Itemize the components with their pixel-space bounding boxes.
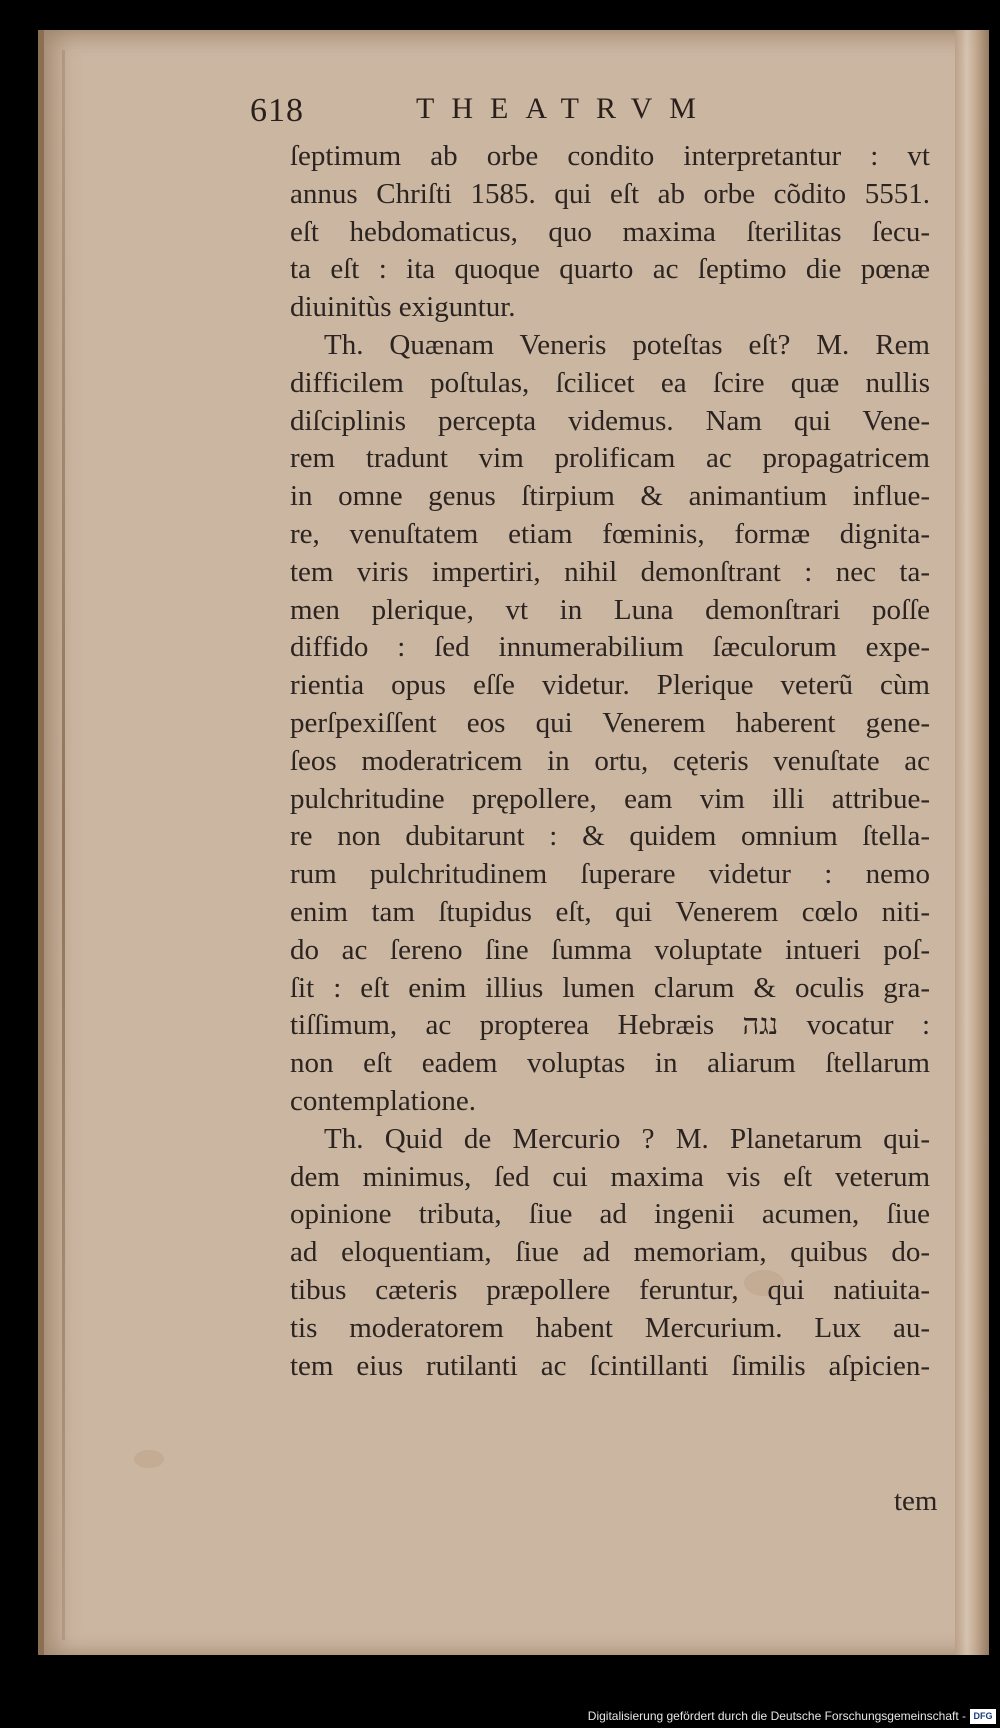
text-line: re non dubitarunt : & quidem omnium ſtella- [290,820,930,853]
page-number: 618 [250,92,304,129]
text-line: tem viris impertiri, nihil demonſtrant : nec ta- [290,555,930,588]
text-line: ta eſt : ita quoque quarto ac ſeptimo die pœnæ [290,253,930,286]
page-edge [955,30,989,1655]
text-line: diffido : ſed innumerabilium ſæculorum expe- [290,631,930,664]
text-line: rum pulchritudinem ſuperare videtur : nemo [290,858,930,891]
funding-credit: Digitalisierung gefördert durch die Deutsche Forschungsgemeinschaft - [587,1709,966,1723]
text-line: re, venuſtatem etiam fœminis, formæ dignita- [290,517,930,550]
text-line: tis moderatorem habent Mercurium. Lux au- [290,1311,930,1344]
text-line: ſeos moderatricem in ortu, cęteris venuſtate ac [290,744,930,777]
text-line: dem minimus, ſed cui maxima vis eſt veterum [290,1160,930,1193]
text-line: men plerique, vt in Luna demonſtrari poſſe [290,593,930,626]
catchword: tem [894,1485,938,1517]
text-line: pulchritudine prępollere, eam vim illi attribue- [290,782,930,815]
text-line: ſeptimum ab orbe condito interpretantur : vt [290,140,930,172]
text-line: tibus cæteris præpollere feruntur, qui natiuita- [290,1273,930,1306]
text-line: perſpexiſſent eos qui Venerem haberent gene- [290,706,930,739]
text-line: contemplatione. [290,1084,477,1117]
text-line: Th. Quænam Veneris poteſtas eſt? M. Rem [324,328,930,361]
text-line: in omne genus ſtirpium & animantium influe- [290,480,930,513]
running-title: THEATRVM [416,92,713,125]
binding-shadow [62,50,65,1640]
text-line: annus Chriſti 1585. qui eſt ab orbe cõdito 5551. [290,177,930,210]
text-line: Th. Quid de Mercurio ? M. Planetarum qui- [324,1122,930,1155]
dfg-logo: DFG [970,1709,996,1724]
text-line: rem tradunt vim prolificam ac propagatricem [290,442,930,475]
body-text [290,138,930,1385]
text-line: tiſſimum, ac propterea Hebræis נגה vocatur : [290,1009,930,1042]
text-line: do ac ſereno ſine ſumma voluptate intueri poſ- [290,933,930,966]
text-line: eſt hebdomaticus, quo maxima ſterilitas ſecu- [290,215,930,248]
text-line: diſciplinis percepta videmus. Nam qui Vene- [290,404,930,437]
text-line: opinione tributa, ſiue ad ingenii acumen, ſiue [290,1198,930,1231]
text-line: ſit : eſt enim illius lumen clarum & oculis gra- [290,971,930,1004]
text-line: tem eius rutilanti ac ſcintillanti ſimilis aſpicien- [290,1349,930,1382]
text-line: rientia opus eſſe videtur. Plerique veterũ cùm [290,669,930,702]
page-header [250,92,810,132]
text-line: non eſt eadem voluptas in aliarum ſtellarum [290,1047,930,1080]
text-line: enim tam ſtupidus eſt, qui Venerem cœlo niti- [290,895,930,928]
text-line: diuinitùs exiguntur. [290,291,516,324]
text-line: ad eloquentiam, ſiue ad memoriam, quibus do- [290,1236,930,1269]
paper-stain [134,1450,164,1468]
footer-bar [0,1706,1000,1728]
text-line: difficilem poſtulas, ſcilicet ea ſcire quæ nullis [290,366,930,399]
